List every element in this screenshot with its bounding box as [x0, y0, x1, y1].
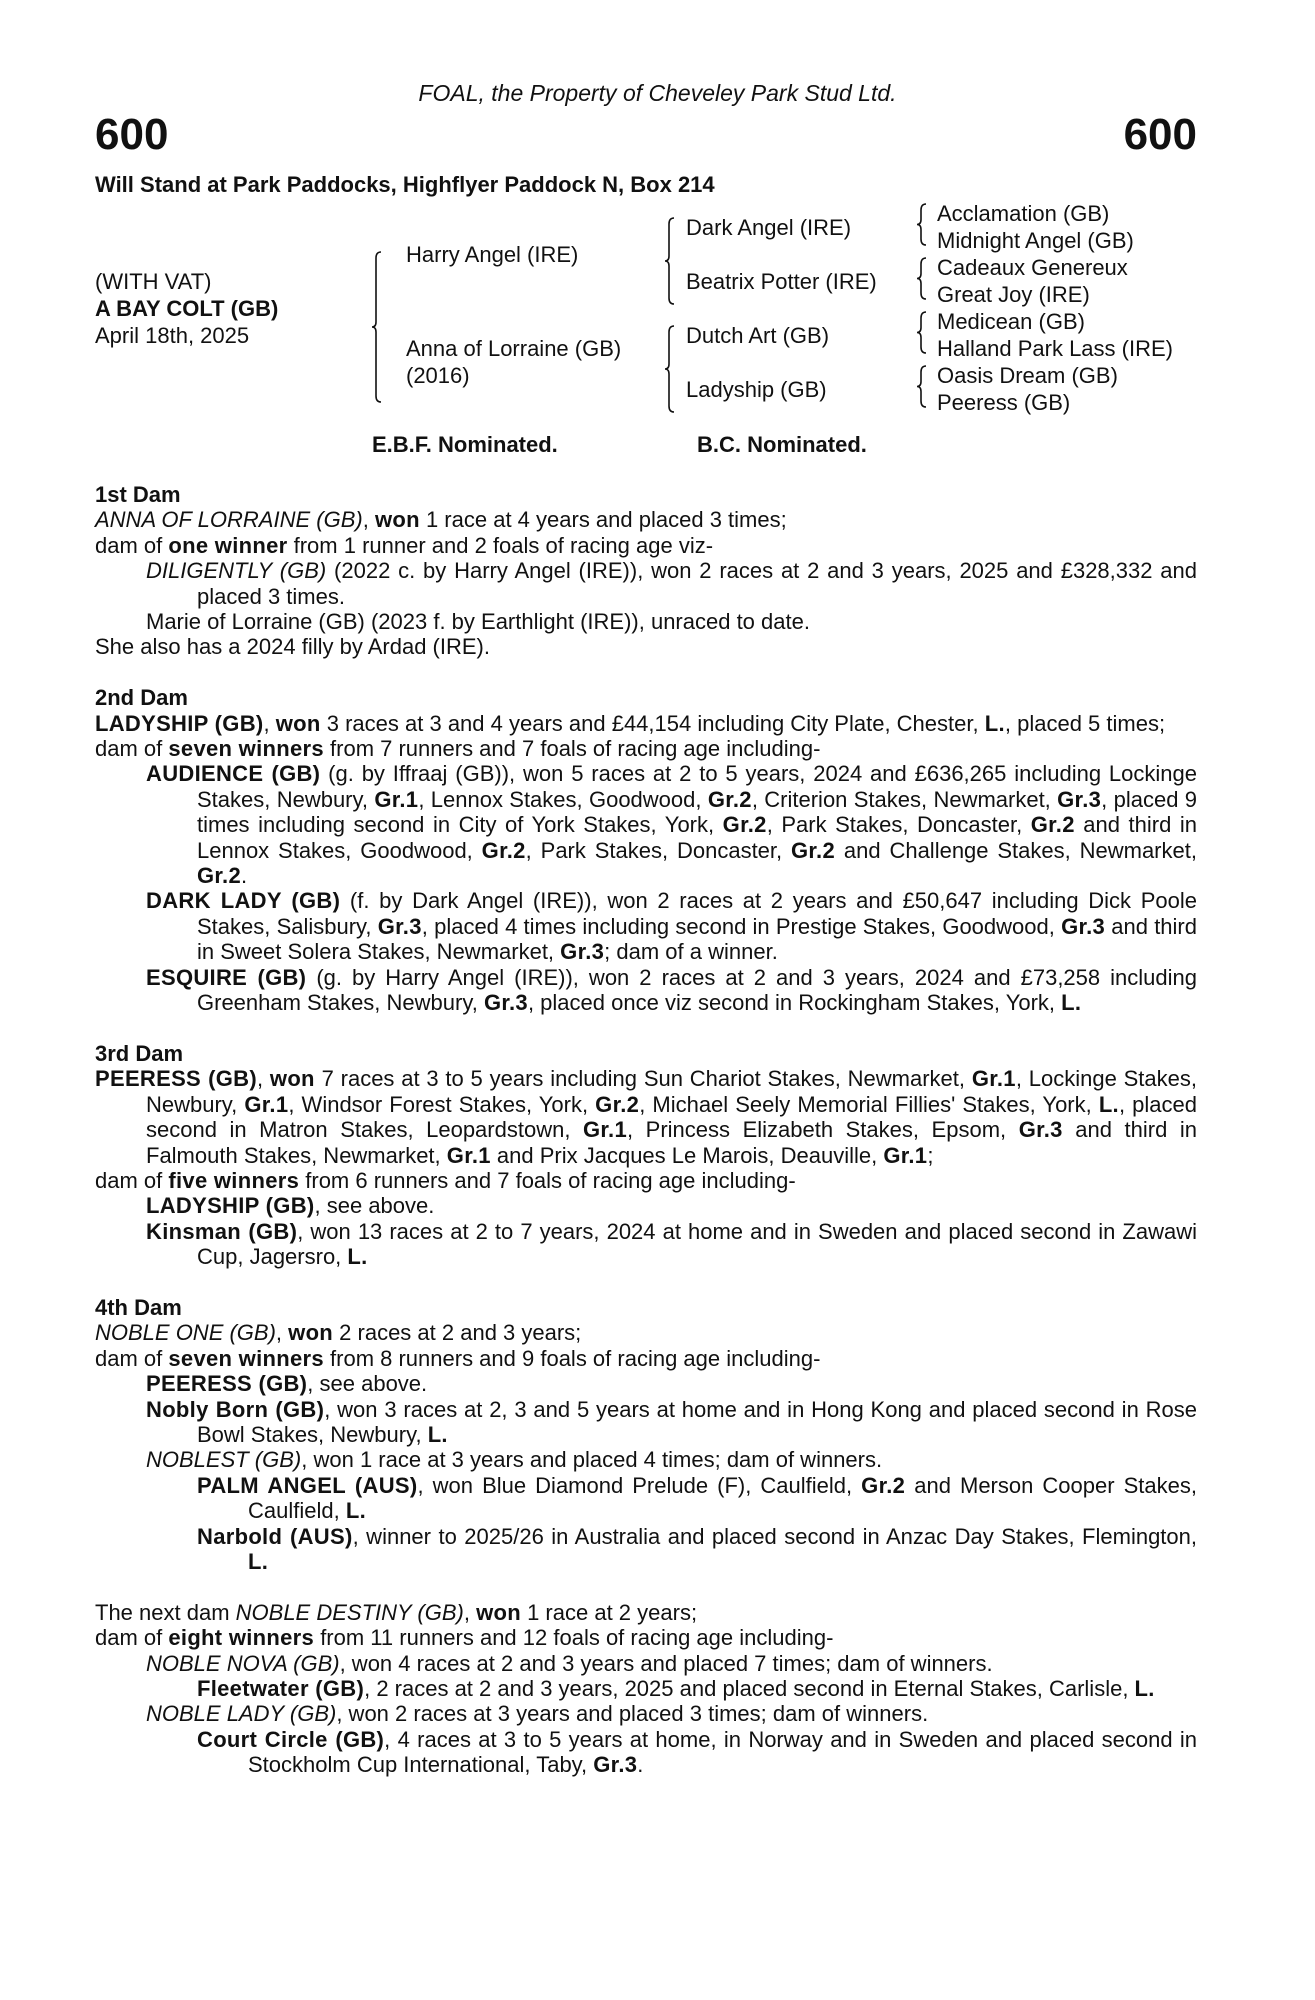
bold-text: L.	[1061, 990, 1082, 1016]
bold-text: Gr.3	[377, 913, 422, 939]
italic-text: ANNA OF LORRAINE (GB)	[95, 507, 363, 533]
catalogue-title: FOAL, the Property of Cheveley Park Stud Ltd.	[418, 80, 897, 106]
pedigree-entry	[95, 507, 1197, 532]
ancestor-gen3: Cadeaux Genereux	[937, 255, 1128, 280]
italic-text: NOBLE ONE (GB)	[95, 1320, 276, 1346]
pedigree-entry	[95, 1397, 1197, 1448]
text: from 8 runners and 9 foals of racing age including-	[323, 1345, 821, 1371]
bold-text: one winner	[168, 532, 288, 558]
bold-text: Gr.3	[1018, 1117, 1063, 1143]
pedigree-entry	[95, 1600, 1197, 1625]
pedigree-entry	[95, 1346, 1197, 1371]
bold-text: L.	[427, 1421, 448, 1447]
text: ,	[275, 1320, 289, 1346]
text: .	[241, 863, 248, 889]
bold-text: Gr.2	[481, 837, 526, 863]
dam-section	[95, 685, 1197, 1015]
brace-icon	[372, 252, 384, 402]
text: , Lockinge Stakes, Newbury,	[146, 1066, 1197, 1117]
brace-icon	[917, 204, 929, 245]
text: ,	[463, 1599, 477, 1625]
text: , placed once viz second in Rockingham Stakes, York,	[527, 990, 1062, 1016]
text: ,	[263, 710, 276, 736]
ancestor-gen3: Halland Park Lass (IRE)	[937, 336, 1173, 361]
pedigree-entry	[95, 888, 1197, 964]
bold-text: Gr.2	[1030, 812, 1075, 838]
pedigree-entry	[95, 1447, 1197, 1472]
section-heading: 2nd Dam	[95, 685, 188, 711]
pedigree-entry	[95, 634, 1197, 659]
text: from 1 runner and 2 foals of racing age viz-	[287, 532, 714, 558]
brace-icon	[665, 326, 677, 412]
text: and third in Sweet Solera Stakes, Newmarket,	[197, 913, 1197, 965]
text: 1 race at 2 years;	[520, 1599, 698, 1625]
text: Marie of Lorraine (GB) (2023 f. by Earthlight (IRE)), unraced to date.	[146, 609, 810, 635]
text: , won 2 races at 3 years and placed 3 times; dam of winners.	[336, 1701, 929, 1727]
pedigree-entry	[95, 1066, 1197, 1168]
text: and Challenge Stakes, Newmarket,	[835, 837, 1197, 863]
horse-name: A BAY COLT (GB)	[95, 296, 279, 321]
bold-text: won	[288, 1320, 334, 1346]
pedigree-notes	[95, 482, 1197, 1803]
pedigree-entry	[95, 1727, 1197, 1778]
text: ,	[256, 1066, 270, 1092]
text: (g. by Iffraaj (GB)), won 5 races at 2 to 5 years, 2024 and £636,265 including Lockinge Stakes, Newbury,	[197, 761, 1197, 812]
bold-text: won	[374, 507, 420, 533]
sire-name: Harry Angel (IRE)	[406, 242, 579, 267]
bold-text: Court Circle (GB)	[197, 1726, 385, 1752]
text: , see above.	[307, 1371, 428, 1397]
pedigree-entry	[95, 711, 1197, 736]
vat-note: (WITH VAT)	[95, 269, 212, 294]
bold-text: Gr.3	[560, 939, 605, 965]
dam-section	[95, 1295, 1197, 1574]
grandsire-paternal: Dark Angel (IRE)	[686, 215, 852, 240]
bold-text: Gr.1	[446, 1142, 491, 1168]
text: , won 3 races at 2, 3 and 5 years at home and in Hong Kong and placed second in Rose Bowl Stakes, Newbury,	[197, 1396, 1197, 1447]
section-heading: 3rd Dam	[95, 1040, 184, 1066]
bold-text: ESQUIRE (GB)	[146, 964, 307, 990]
italic-text: NOBLE LADY (GB)	[146, 1701, 337, 1727]
text: , placed second in Matron Stakes, Leopardstown,	[146, 1091, 1197, 1143]
bold-text: won	[476, 1599, 521, 1625]
text: (2022 c. by Harry Angel (IRE)), won 2 races at 2 and 3 years, 2025 and £328,332 and placed 3 times.	[197, 558, 1197, 609]
text: , placed 4 times including second in Prestige Stakes, Goodwood,	[421, 913, 1062, 939]
pedigree-entry	[95, 1524, 1197, 1575]
bold-text: five winners	[168, 1167, 300, 1193]
text: dam of	[95, 736, 169, 762]
bold-text: Kinsman (GB)	[146, 1218, 298, 1244]
bold-text: AUDIENCE (GB)	[146, 761, 321, 787]
text: , won 1 race at 3 years and placed 4 times; dam of winners.	[301, 1447, 883, 1473]
bold-text: L.	[345, 1498, 366, 1524]
stabling-location: Will Stand at Park Paddocks, Highflyer Paddock N, Box 214	[95, 172, 715, 197]
text: dam of	[95, 1625, 169, 1651]
text: and third in Lennox Stakes, Goodwood,	[197, 812, 1197, 863]
brace-icon	[917, 258, 929, 299]
bold-text: Gr.3	[483, 990, 528, 1016]
bold-text: seven winners	[168, 1345, 324, 1371]
dam-section	[95, 482, 1197, 660]
italic-text: NOBLEST (GB)	[146, 1447, 302, 1473]
pedigree-entry	[95, 1168, 1197, 1193]
lot-number-left: 600	[95, 110, 169, 159]
bold-text: Nobly Born (GB)	[146, 1396, 325, 1422]
pedigree-entry	[95, 1651, 1197, 1676]
brace-icon	[665, 218, 677, 304]
text: , Michael Seely Memorial Fillies' Stakes, York,	[639, 1091, 1099, 1117]
text: ,	[362, 507, 375, 533]
text: The next dam	[95, 1599, 236, 1625]
text: , placed 5 times;	[1004, 710, 1166, 736]
bold-text: Fleetwater (GB)	[197, 1676, 365, 1702]
ancestor-gen3: Oasis Dream (GB)	[937, 363, 1118, 388]
bold-text: Gr.1	[971, 1066, 1016, 1092]
bold-text: L.	[1134, 1676, 1155, 1702]
italic-text: NOBLE DESTINY (GB)	[235, 1599, 464, 1625]
text: , 4 races at 3 to 5 years at home, in Norway and in Sweden and placed second in Stockholm Cup International, Taby,	[248, 1726, 1197, 1778]
foaling-date: April 18th, 2025	[95, 323, 250, 348]
text: ;	[927, 1142, 934, 1168]
bold-text: Gr.2	[722, 812, 767, 838]
text: and Prix Jacques Le Marois, Deauville,	[490, 1142, 884, 1168]
italic-text: NOBLE NOVA (GB)	[146, 1650, 340, 1676]
bold-text: won	[269, 1066, 315, 1092]
bold-text: PALM ANGEL (AUS)	[197, 1472, 418, 1498]
dam-name: Anna of Lorraine (GB)	[406, 336, 622, 361]
grandsire-maternal: Dutch Art (GB)	[686, 323, 830, 348]
bold-text: Gr.2	[707, 786, 752, 812]
text: , Park Stakes, Doncaster,	[525, 837, 791, 863]
text: , Lennox Stakes, Goodwood,	[418, 786, 708, 812]
bold-text: PEERESS (GB)	[146, 1371, 308, 1397]
text: dam of	[95, 1345, 169, 1371]
pedigree-entry	[95, 1371, 1197, 1396]
text: (g. by Harry Angel (IRE)), won 2 races at 2 and 3 years, 2024 and £73,258 including Greenham Stakes, Newbury,	[197, 964, 1197, 1016]
text: (f. by Dark Angel (IRE)), won 2 races at 2 years and £50,647 including Dick Poole Stakes, Salisbury,	[197, 888, 1197, 939]
pedigree-entry	[95, 1193, 1197, 1218]
bold-text: L.	[1098, 1091, 1119, 1117]
pedigree-entry	[95, 761, 1197, 888]
text: , Park Stakes, Doncaster,	[766, 812, 1031, 838]
text: 2 races at 2 and 3 years;	[333, 1320, 582, 1346]
bold-text: Gr.1	[582, 1117, 627, 1143]
text: dam of	[95, 1167, 169, 1193]
bold-text: Gr.1	[883, 1142, 928, 1168]
bold-text: Gr.3	[1061, 913, 1106, 939]
pedigree-entry	[95, 1320, 1197, 1345]
bold-text: Narbold (AUS)	[197, 1523, 353, 1549]
section-heading: 4th Dam	[95, 1294, 182, 1320]
text: , Windsor Forest Stakes, York,	[288, 1091, 596, 1117]
pedigree-entry	[95, 1701, 1197, 1726]
text: , see above.	[314, 1193, 435, 1219]
pedigree-entry	[95, 1676, 1197, 1701]
italic-text: DILIGENTLY (GB)	[146, 558, 327, 584]
text: ; dam of a winner.	[604, 939, 778, 965]
pedigree-entry	[95, 609, 1197, 634]
bold-text: Gr.2	[791, 837, 836, 863]
bold-text: DARK LADY (GB)	[146, 888, 341, 914]
pedigree-entry	[95, 1473, 1197, 1524]
ancestor-gen3: Midnight Angel (GB)	[937, 228, 1134, 253]
granddam-paternal: Beatrix Potter (IRE)	[686, 269, 877, 294]
text: , won 4 races at 2 and 3 years and placed 7 times; dam of winners.	[339, 1650, 993, 1676]
text: and Merson Cooper Stakes, Caulfield,	[248, 1472, 1197, 1524]
bold-text: Gr.2	[595, 1091, 640, 1117]
bold-text: Gr.2	[861, 1472, 906, 1498]
text: , placed 9 times including second in City of York Stakes, York,	[197, 786, 1197, 838]
brace-icon	[917, 312, 929, 353]
bold-text: Gr.3	[593, 1752, 638, 1778]
text: , 2 races at 2 and 3 years, 2025 and placed second in Eternal Stakes, Carlisle,	[364, 1676, 1135, 1702]
text: from 7 runners and 7 foals of racing age including-	[323, 736, 821, 762]
pedigree-entry	[95, 1219, 1197, 1270]
text: 3 races at 3 and 4 years and £44,154 including City Plate, Chester,	[320, 710, 985, 736]
bold-text: eight winners	[168, 1625, 315, 1651]
section-heading: 1st Dam	[95, 482, 181, 507]
text: , Princess Elizabeth Stakes, Epsom,	[627, 1117, 1019, 1143]
bold-text: PEERESS (GB)	[95, 1066, 257, 1092]
text: , winner to 2025/26 in Australia and placed second in Anzac Day Stakes, Flemington,	[352, 1523, 1197, 1549]
bold-text: L.	[984, 710, 1005, 736]
bc-nomination: B.C. Nominated.	[697, 432, 867, 457]
ancestor-gen3: Peeress (GB)	[937, 390, 1071, 415]
brace-icon	[917, 366, 929, 407]
text: , Criterion Stakes, Newmarket,	[751, 786, 1058, 812]
text: .	[637, 1752, 644, 1778]
pedigree-entry	[95, 558, 1197, 609]
bold-text: L.	[347, 1244, 368, 1270]
ancestor-gen3: Medicean (GB)	[937, 309, 1085, 334]
pedigree-entry	[95, 736, 1197, 761]
lot-number-right: 600	[1123, 110, 1197, 159]
text: She also has a 2024 filly by Ardad (IRE).	[95, 634, 490, 660]
bold-text: LADYSHIP (GB)	[95, 710, 264, 736]
text: , won Blue Diamond Prelude (F), Caulfield,	[417, 1472, 862, 1498]
dam-year: (2016)	[406, 363, 470, 388]
text: from 11 runners and 12 foals of racing age including-	[314, 1625, 834, 1651]
pedigree-entry	[95, 965, 1197, 1016]
bold-text: won	[275, 710, 321, 736]
ancestor-gen3: Great Joy (IRE)	[937, 282, 1090, 307]
text: from 6 runners and 7 foals of racing age including-	[299, 1167, 796, 1193]
bold-text: L.	[248, 1549, 269, 1575]
pedigree-entry	[95, 1625, 1197, 1650]
bold-text: seven winners	[168, 736, 324, 762]
pedigree-entry	[95, 533, 1197, 558]
text: dam of	[95, 532, 169, 558]
bold-text: Gr.1	[374, 786, 419, 812]
bold-text: Gr.3	[1057, 786, 1102, 812]
text: 7 races at 3 to 5 years including Sun Chariot Stakes, Newmarket,	[314, 1066, 972, 1092]
dam-section	[95, 1041, 1197, 1270]
bold-text: LADYSHIP (GB)	[146, 1193, 315, 1219]
text: , won 13 races at 2 to 7 years, 2024 at home and in Sweden and placed second in Zawawi Cup, Jagersro,	[197, 1218, 1197, 1270]
bold-text: Gr.2	[197, 863, 242, 889]
granddam-maternal: Ladyship (GB)	[686, 377, 827, 402]
ebf-nomination: E.B.F. Nominated.	[372, 432, 558, 457]
text: 1 race at 4 years and placed 3 times;	[419, 507, 787, 533]
bold-text: Gr.1	[244, 1091, 289, 1117]
ancestor-gen3: Acclamation (GB)	[937, 201, 1110, 226]
dam-section	[95, 1600, 1197, 1778]
text: and third in Falmouth Stakes, Newmarket,	[146, 1117, 1197, 1168]
